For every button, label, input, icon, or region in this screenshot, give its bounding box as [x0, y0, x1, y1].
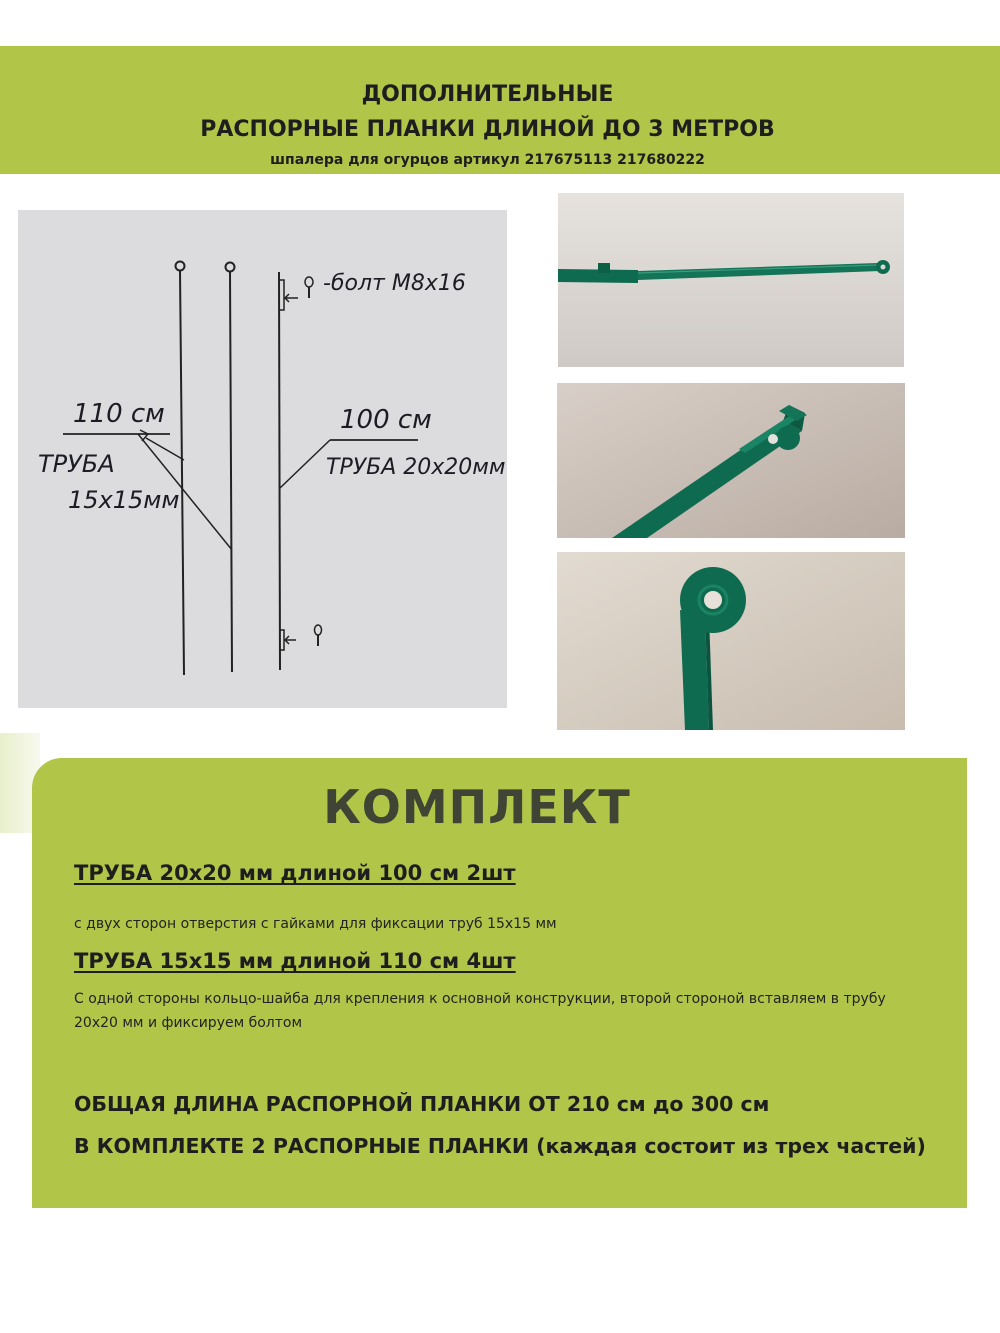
kit-item1-description: с двух сторон отверстия с гайками для фиксации труб 15х15 мм: [74, 916, 557, 932]
sketch-svg: [18, 210, 507, 708]
ring-rod-1: [176, 262, 185, 271]
kit-set-contents: В КОМПЛЕКТЕ 2 РАСПОРНЫЕ ПЛАНКИ (каждая состоит из трех частей): [74, 1134, 926, 1158]
header-title-line2: РАСПОРНЫЕ ПЛАНКИ ДЛИНОЙ ДО 3 МЕТРОВ: [200, 117, 775, 142]
ring-rod-2: [226, 263, 235, 272]
photo-joint-closeup: [557, 383, 905, 538]
kit-section: [32, 758, 967, 1208]
rod-1: [180, 271, 184, 675]
rod-3: [279, 272, 280, 670]
photo-assembled-bar: [558, 193, 904, 367]
sketch-drawing: [18, 210, 507, 708]
kit-item1-heading: ТРУБА 20х20 мм длиной 100 см 2шт: [74, 861, 516, 885]
header-title-line1: ДОПОЛНИТЕЛЬНЫЕ: [361, 82, 614, 107]
kit-title: КОМПЛЕКТ: [323, 780, 631, 834]
left-length-label: 110 см: [73, 399, 165, 429]
bolt-bottom-icon: [315, 625, 322, 635]
right-length-label: 100 см: [340, 405, 432, 435]
header-banner: [0, 46, 1000, 174]
kit-total-length: ОБЩАЯ ДЛИНА РАСПОРНОЙ ПЛАНКИ ОТ 210 см до 300 см: [74, 1092, 770, 1116]
kit-item2-description: С одной стороны кольцо-шайба для крепления к основной конструкции, второй стороной вставляем в трубу 20х20 мм и фиксируем болтом: [74, 991, 886, 1031]
left-tube-label-1: ТРУБА: [38, 450, 115, 478]
kit-item2-heading: ТРУБА 15х15 мм длиной 110 см 4шт: [74, 949, 516, 973]
header-subtitle: шпалера для огурцов артикул 217675113 217680222: [270, 152, 705, 168]
left-tube-label-2: 15х15мм: [68, 486, 180, 514]
bolt-top-icon: [305, 277, 313, 287]
rod-2: [230, 272, 232, 672]
bolt-label: -болт М8х16: [323, 271, 466, 296]
photo-ring-washer: [557, 552, 905, 730]
right-tube-label: ТРУБА 20х20мм: [326, 455, 506, 480]
